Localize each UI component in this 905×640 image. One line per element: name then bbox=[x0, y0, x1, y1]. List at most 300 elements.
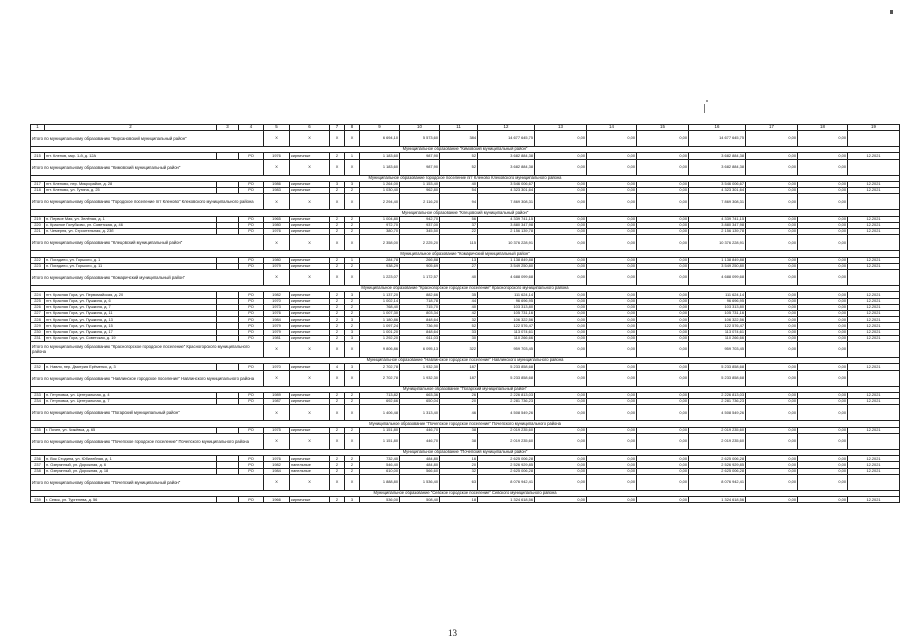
total-cell: 3 682 884,38 bbox=[478, 159, 535, 175]
total-cell: 0,00 bbox=[535, 235, 587, 251]
table-cell: 345,50 bbox=[400, 229, 440, 235]
total-cell: 1 888,80 bbox=[360, 474, 400, 490]
column-number: 12 bbox=[478, 125, 535, 131]
table-cell: 1 324 618,56 bbox=[478, 497, 535, 503]
table-cell: 32 bbox=[440, 468, 478, 474]
total-cell: 0,00 bbox=[535, 405, 587, 421]
total-cell: 0,00 bbox=[587, 270, 637, 286]
section-title: Муниципальное образование "Навлинское городское поселение" Навлинского муниципального района bbox=[31, 357, 900, 363]
table-cell: 2 019 235,60 bbox=[689, 427, 746, 433]
table-cell: 239 bbox=[31, 497, 45, 503]
table-cell: 2 156 139,78 bbox=[478, 229, 535, 235]
housing-register-table bbox=[30, 124, 900, 503]
table-cell: 222 bbox=[31, 257, 45, 263]
total-cell: 0,00 bbox=[587, 194, 637, 210]
table-cell: 768,40 bbox=[360, 304, 400, 310]
table-cell: 663,36 bbox=[400, 392, 440, 398]
table-cell: 0,00 bbox=[587, 188, 637, 194]
table-cell: РО bbox=[239, 456, 264, 462]
total-cell: X bbox=[345, 194, 360, 210]
table-cell: 22 bbox=[440, 229, 478, 235]
table-cell: панельные bbox=[290, 462, 330, 468]
table-cell: 232 bbox=[31, 364, 45, 370]
table-cell: 0,00 bbox=[637, 427, 689, 433]
total-cell: 2 019 235,60 bbox=[689, 433, 746, 449]
total-cell: 0,00 bbox=[535, 270, 587, 286]
table-cell: 0,00 bbox=[587, 292, 637, 298]
table-cell: РО bbox=[239, 304, 264, 310]
table-cell: кирпичные bbox=[290, 153, 330, 159]
table-cell: 2 bbox=[345, 392, 360, 398]
table-cell: 1 137,20 bbox=[360, 292, 400, 298]
table-cell: 736,90 bbox=[400, 323, 440, 329]
total-cell: X bbox=[330, 370, 345, 386]
total-cell: X bbox=[345, 270, 360, 286]
address-cell: п. Гетуновка, ул. Центральная, д. 7 bbox=[45, 399, 217, 405]
total-cell: 0,00 bbox=[746, 270, 798, 286]
table-cell: 1 183,60 bbox=[360, 153, 400, 159]
table-cell: 0,00 bbox=[746, 298, 798, 304]
table-cell: 1 180,86 bbox=[360, 317, 400, 323]
total-row bbox=[31, 433, 900, 449]
table-cell: кирпичные bbox=[290, 399, 330, 405]
table-cell: 2 bbox=[330, 311, 345, 317]
total-cell: 6 694,10 bbox=[360, 131, 400, 147]
table-cell: 12.2021 bbox=[848, 317, 900, 323]
table-cell: 12.2021 bbox=[848, 323, 900, 329]
table-cell: 96 696,95 bbox=[478, 298, 535, 304]
total-cell bbox=[848, 474, 900, 490]
total-cell: 8 076 942,41 bbox=[478, 474, 535, 490]
table-cell: РО bbox=[239, 497, 264, 503]
total-cell: 0,00 bbox=[798, 405, 848, 421]
table-cell: 12.2021 bbox=[848, 181, 900, 187]
table-cell: 882,66 bbox=[400, 292, 440, 298]
table-cell: 52 bbox=[440, 323, 478, 329]
table-cell: 0,00 bbox=[535, 263, 587, 269]
table-cell: 1980 bbox=[264, 257, 290, 263]
table-cell: 12.2021 bbox=[848, 335, 900, 341]
total-cell: 2 225,20 bbox=[400, 235, 440, 251]
table-cell: 12.2021 bbox=[848, 188, 900, 194]
table-cell: 0,00 bbox=[637, 222, 689, 228]
total-cell: 959 703,45 bbox=[478, 341, 535, 357]
table-cell: 0,00 bbox=[587, 222, 637, 228]
table-cell: 32 bbox=[440, 317, 478, 323]
table-cell: 1976 bbox=[264, 229, 290, 235]
table-cell: 0,00 bbox=[535, 222, 587, 228]
table-cell: 1965 bbox=[264, 216, 290, 222]
total-cell: 0,00 bbox=[587, 341, 637, 357]
address-cell: г. Почеп, ул. Чижёвка, д. 65 bbox=[45, 427, 217, 433]
table-cell: 0,00 bbox=[637, 263, 689, 269]
table-cell: 2 bbox=[330, 222, 345, 228]
table-cell: 0,00 bbox=[746, 317, 798, 323]
table-cell: РО bbox=[239, 181, 264, 187]
total-cell: 2 702,78 bbox=[360, 370, 400, 386]
table-cell: 13 bbox=[440, 257, 478, 263]
table-cell: 0,00 bbox=[535, 229, 587, 235]
table-row bbox=[31, 497, 900, 503]
total-cell: 0,00 bbox=[535, 341, 587, 357]
table-cell: 12.2021 bbox=[848, 153, 900, 159]
table-cell: 1 007,30 bbox=[360, 311, 400, 317]
total-row bbox=[31, 270, 900, 286]
table-cell: 0,00 bbox=[746, 257, 798, 263]
table-cell: 2 281 736,23 bbox=[689, 399, 746, 405]
total-row bbox=[31, 405, 900, 421]
table-cell: 3 549 250,80 bbox=[689, 263, 746, 269]
total-label: Итого по муниципальному образованию "Почепский муниципальный район" bbox=[31, 474, 264, 490]
table-cell: 0,00 bbox=[798, 323, 848, 329]
table-cell: 2 bbox=[345, 468, 360, 474]
table-cell: 1 153,40 bbox=[400, 181, 440, 187]
table-cell: 905,69 bbox=[400, 263, 440, 269]
table-cell: 1976 bbox=[264, 456, 290, 462]
total-row bbox=[31, 474, 900, 490]
scan-mark bbox=[704, 104, 705, 113]
total-cell: 446,70 bbox=[400, 433, 440, 449]
table-cell: 1979 bbox=[264, 329, 290, 335]
address-cell: г. Севск, ул. Тургенева, д. 56 bbox=[45, 497, 217, 503]
table-cell: 0,00 bbox=[587, 335, 637, 341]
total-cell: 1 932,30 bbox=[400, 370, 440, 386]
table-cell: 30 bbox=[440, 335, 478, 341]
table-cell: 0,00 bbox=[587, 298, 637, 304]
table-cell: 0,00 bbox=[587, 364, 637, 370]
table-cell: 37 bbox=[440, 222, 478, 228]
address-cell: п. Озерянный, ул. Дорожная, д. 6 bbox=[45, 462, 217, 468]
table-cell: 12.2021 bbox=[848, 399, 900, 405]
total-row bbox=[31, 235, 900, 251]
total-cell: X bbox=[345, 370, 360, 386]
table-cell: 1 151,80 bbox=[360, 427, 400, 433]
table-cell: 223 bbox=[31, 263, 45, 269]
table-cell: 0,00 bbox=[746, 292, 798, 298]
total-cell: 0,00 bbox=[587, 131, 637, 147]
table-cell: кирпичные bbox=[290, 456, 330, 462]
table-cell: 2 625 006,28 bbox=[478, 456, 535, 462]
table-cell: 2 526 929,85 bbox=[689, 462, 746, 468]
total-cell: 14 677 645,75 bbox=[689, 131, 746, 147]
table-cell: РО bbox=[239, 222, 264, 228]
total-row bbox=[31, 194, 900, 210]
address-cell: пгт. Красная Гора, ул. Пушкина, д. 15 bbox=[45, 323, 217, 329]
column-number: 13 bbox=[535, 125, 587, 131]
table-cell: 3 bbox=[330, 181, 345, 187]
total-cell: 0,00 bbox=[746, 159, 798, 175]
total-cell bbox=[848, 370, 900, 386]
table-cell: 718,78 bbox=[400, 298, 440, 304]
table-cell: 96 696,95 bbox=[689, 298, 746, 304]
table-cell: 0,00 bbox=[746, 304, 798, 310]
table-cell: кирпичные bbox=[290, 323, 330, 329]
table-cell: 2 bbox=[345, 229, 360, 235]
table-cell: 848,64 bbox=[400, 329, 440, 335]
table-cell: 2 bbox=[330, 335, 345, 341]
table-cell: 111 624,14 bbox=[689, 292, 746, 298]
table-cell: 2 bbox=[345, 427, 360, 433]
table-cell: 266,88 bbox=[400, 257, 440, 263]
table-cell: 27 bbox=[440, 263, 478, 269]
table-cell: 2 bbox=[345, 222, 360, 228]
total-cell: 5 233 858,68 bbox=[689, 370, 746, 386]
table-cell: 484,80 bbox=[400, 462, 440, 468]
total-cell bbox=[848, 131, 900, 147]
table-cell: 0,00 bbox=[535, 468, 587, 474]
table-cell: 2 bbox=[330, 188, 345, 194]
table-cell: 2 bbox=[330, 317, 345, 323]
address-cell: пгт. Красная Гора, ул. Пушкина, д. 13 bbox=[45, 317, 217, 323]
total-cell: 10 376 228,91 bbox=[689, 235, 746, 251]
table-cell: 1987 bbox=[264, 399, 290, 405]
table-cell: РО bbox=[239, 188, 264, 194]
table-cell: 0,00 bbox=[587, 304, 637, 310]
table-cell: 1 097,24 bbox=[360, 323, 400, 329]
table-cell: 218 bbox=[31, 188, 45, 194]
table-cell: 38 bbox=[440, 427, 478, 433]
total-cell: X bbox=[345, 433, 360, 449]
table-cell: 3 bbox=[345, 181, 360, 187]
column-number: 10 bbox=[400, 125, 440, 131]
column-number: 9 bbox=[360, 125, 400, 131]
column-number: 5 bbox=[264, 125, 290, 131]
total-cell: 0,00 bbox=[798, 433, 848, 449]
table-cell: 237 bbox=[31, 462, 45, 468]
table-cell: 0,00 bbox=[637, 399, 689, 405]
table-cell: 1981 bbox=[264, 335, 290, 341]
table-cell: 1 004,80 bbox=[360, 216, 400, 222]
table-cell: 2 bbox=[345, 311, 360, 317]
table-cell: 0,00 bbox=[637, 323, 689, 329]
total-cell: 384 bbox=[440, 131, 478, 147]
table-cell: 2 bbox=[330, 468, 345, 474]
table-cell: 2 bbox=[330, 427, 345, 433]
table-cell: 0,00 bbox=[535, 311, 587, 317]
table-cell: 20 bbox=[440, 462, 478, 468]
total-cell: 0,00 bbox=[587, 474, 637, 490]
total-cell: X bbox=[330, 131, 345, 147]
total-cell bbox=[848, 341, 900, 357]
column-number: 6 bbox=[290, 125, 330, 131]
section-title: Муниципальное образование "Погарский муниципальный район" bbox=[31, 386, 900, 392]
total-cell: X bbox=[330, 341, 345, 357]
total-cell: X bbox=[264, 370, 290, 386]
total-cell: X bbox=[290, 405, 330, 421]
total-cell: X bbox=[264, 433, 290, 449]
table-cell: 106 322,56 bbox=[689, 317, 746, 323]
table-cell: 942,70 bbox=[400, 216, 440, 222]
table-cell: 0,00 bbox=[746, 153, 798, 159]
total-label: Итого по муниципальному образованию "Комаричский муниципальный район" bbox=[31, 270, 264, 286]
table-cell: 1975 bbox=[264, 427, 290, 433]
table-cell: кирпичные bbox=[290, 311, 330, 317]
table-cell: 0,00 bbox=[587, 399, 637, 405]
total-cell: 0,00 bbox=[535, 474, 587, 490]
table-cell: РО bbox=[239, 153, 264, 159]
table-cell: 111 624,14 bbox=[478, 292, 535, 298]
table-cell: 1983 bbox=[264, 188, 290, 194]
table-cell: 0,00 bbox=[535, 181, 587, 187]
table-cell: 0,00 bbox=[798, 229, 848, 235]
table-cell: кирпичные bbox=[290, 257, 330, 263]
table-cell: 54 bbox=[440, 188, 478, 194]
table-cell: 1984 bbox=[264, 317, 290, 323]
table-cell: 12.2021 bbox=[848, 456, 900, 462]
total-cell: 1 536,40 bbox=[400, 474, 440, 490]
total-label: Итого по муниципальному образованию "Почепское городское поселение" Почепского муниципального района bbox=[31, 433, 264, 449]
table-cell: 113 074,61 bbox=[689, 329, 746, 335]
total-cell: 0,00 bbox=[798, 159, 848, 175]
table-cell: 44 bbox=[440, 298, 478, 304]
table-cell: 1 bbox=[345, 257, 360, 263]
table-cell: 1976 bbox=[264, 311, 290, 317]
table-cell: 2 281 736,23 bbox=[478, 399, 535, 405]
total-cell: 0,00 bbox=[587, 405, 637, 421]
table-cell: 42 bbox=[440, 311, 478, 317]
address-cell: п. Гетуновка, ул. Центральная, д. 4 bbox=[45, 392, 217, 398]
address-cell: п. Погадино, ул. Горького, д. 11 bbox=[45, 263, 217, 269]
table-cell: 4 bbox=[330, 364, 345, 370]
table-cell: кирпичные bbox=[290, 335, 330, 341]
total-cell: X bbox=[264, 474, 290, 490]
total-cell: 0,00 bbox=[746, 370, 798, 386]
total-cell: 0,00 bbox=[746, 235, 798, 251]
table-cell: 0,00 bbox=[637, 153, 689, 159]
table-cell: 52 bbox=[440, 153, 478, 159]
total-cell: X bbox=[264, 405, 290, 421]
table-cell: 536,00 bbox=[360, 497, 400, 503]
table-cell: РО bbox=[239, 468, 264, 474]
column-number: 18 bbox=[798, 125, 848, 131]
table-cell: 2 bbox=[330, 263, 345, 269]
total-cell: 0,00 bbox=[587, 235, 637, 251]
table-cell: 40 bbox=[440, 304, 478, 310]
table-cell: 3 bbox=[345, 497, 360, 503]
table-cell: 0,00 bbox=[746, 497, 798, 503]
total-cell: 187 bbox=[440, 370, 478, 386]
scan-speck bbox=[706, 100, 708, 102]
column-number: 11 bbox=[440, 125, 478, 131]
table-cell: 110 266,66 bbox=[689, 335, 746, 341]
total-cell: 2 294,40 bbox=[360, 194, 400, 210]
section-title: Муниципальное образование "Почепский муниципальный район" bbox=[31, 449, 900, 455]
table-cell: 0,00 bbox=[637, 181, 689, 187]
table-cell: 0,00 bbox=[637, 188, 689, 194]
table-cell: РО bbox=[239, 323, 264, 329]
total-cell: 0,00 bbox=[535, 194, 587, 210]
table-cell: кирпичные bbox=[290, 298, 330, 304]
total-cell: 0,00 bbox=[637, 341, 689, 357]
table-cell: 35 bbox=[440, 292, 478, 298]
table-cell: 0,00 bbox=[535, 216, 587, 222]
table-cell: 4 339 741,15 bbox=[689, 216, 746, 222]
table-cell: 5 233 858,68 bbox=[478, 364, 535, 370]
total-cell: X bbox=[330, 270, 345, 286]
table-cell: 2 bbox=[345, 399, 360, 405]
table-cell: 0,00 bbox=[535, 188, 587, 194]
table-cell: 105 731,16 bbox=[689, 311, 746, 317]
table-cell: 227 bbox=[31, 311, 45, 317]
section-title: Муниципальное образование городское поселение пгт Кленово Клековского муниципального района bbox=[31, 175, 900, 181]
table-cell: 1 002,14 bbox=[360, 298, 400, 304]
table-cell: 1 138 849,88 bbox=[689, 257, 746, 263]
total-cell: 0,00 bbox=[746, 131, 798, 147]
table-cell: 3 682 884,38 bbox=[689, 153, 746, 159]
total-cell: 4 688 099,68 bbox=[478, 270, 535, 286]
total-cell: 959 703,45 bbox=[689, 341, 746, 357]
total-cell: 0,00 bbox=[637, 405, 689, 421]
table-cell: 0,00 bbox=[535, 427, 587, 433]
table-cell: 12.2021 bbox=[848, 292, 900, 298]
total-cell: X bbox=[264, 270, 290, 286]
table-cell: 229 bbox=[31, 323, 45, 329]
table-cell: 0,00 bbox=[746, 364, 798, 370]
table-cell: 0,00 bbox=[535, 257, 587, 263]
column-number: 15 bbox=[637, 125, 689, 131]
table-cell: 235 bbox=[31, 427, 45, 433]
table-cell: 0,00 bbox=[535, 153, 587, 159]
table-cell: 3 682 884,38 bbox=[478, 153, 535, 159]
table-cell: 0,00 bbox=[637, 216, 689, 222]
table-cell: кирпичные bbox=[290, 317, 330, 323]
table-cell: 0,00 bbox=[587, 317, 637, 323]
table-cell: 238 bbox=[31, 468, 45, 474]
table-cell: 113 074,61 bbox=[478, 329, 535, 335]
table-cell: 3 bbox=[345, 335, 360, 341]
total-cell: 5 233 858,68 bbox=[478, 370, 535, 386]
table-cell: 106 322,56 bbox=[478, 317, 535, 323]
total-cell: 46 bbox=[440, 405, 478, 421]
total-cell: 14 677 645,75 bbox=[478, 131, 535, 147]
table-cell: 610,00 bbox=[360, 468, 400, 474]
table-cell: 1979 bbox=[264, 323, 290, 329]
total-cell: 0,00 bbox=[535, 370, 587, 386]
table-cell: 0,00 bbox=[798, 456, 848, 462]
total-cell: 0,00 bbox=[798, 194, 848, 210]
total-cell: 2 019 235,60 bbox=[478, 433, 535, 449]
address-cell: п. Первое Мая, ул. Зелёная, д. 1 bbox=[45, 216, 217, 222]
total-cell: X bbox=[290, 270, 330, 286]
table-cell: 0,00 bbox=[798, 257, 848, 263]
table-cell: РО bbox=[239, 364, 264, 370]
table-cell: 1 138 849,88 bbox=[478, 257, 535, 263]
table-cell: 1986 bbox=[264, 181, 290, 187]
total-cell: 38 bbox=[440, 433, 478, 449]
total-cell: X bbox=[345, 405, 360, 421]
total-cell: 63 bbox=[440, 474, 478, 490]
table-cell: 0,00 bbox=[637, 298, 689, 304]
total-cell: 0,00 bbox=[637, 433, 689, 449]
table-cell: 56 bbox=[440, 216, 478, 222]
table-cell: 2 bbox=[345, 216, 360, 222]
table-cell: 2 156 139,78 bbox=[689, 229, 746, 235]
table-cell: 2 bbox=[330, 456, 345, 462]
table-cell: 228 bbox=[31, 317, 45, 323]
section-title: Муниципальное образование "Клецовский муниципальный район" bbox=[31, 210, 900, 216]
table-cell: 122 576,47 bbox=[689, 323, 746, 329]
table-cell: 0,00 bbox=[798, 392, 848, 398]
total-row bbox=[31, 131, 900, 147]
total-row bbox=[31, 370, 900, 386]
table-cell: 0,00 bbox=[535, 462, 587, 468]
table-cell: 26 bbox=[440, 392, 478, 398]
column-number: 8 bbox=[345, 125, 360, 131]
total-cell: 5 573,60 bbox=[400, 131, 440, 147]
table-cell: 2 bbox=[345, 188, 360, 194]
total-cell: 4 508 549,26 bbox=[689, 405, 746, 421]
total-cell: 0,00 bbox=[535, 159, 587, 175]
